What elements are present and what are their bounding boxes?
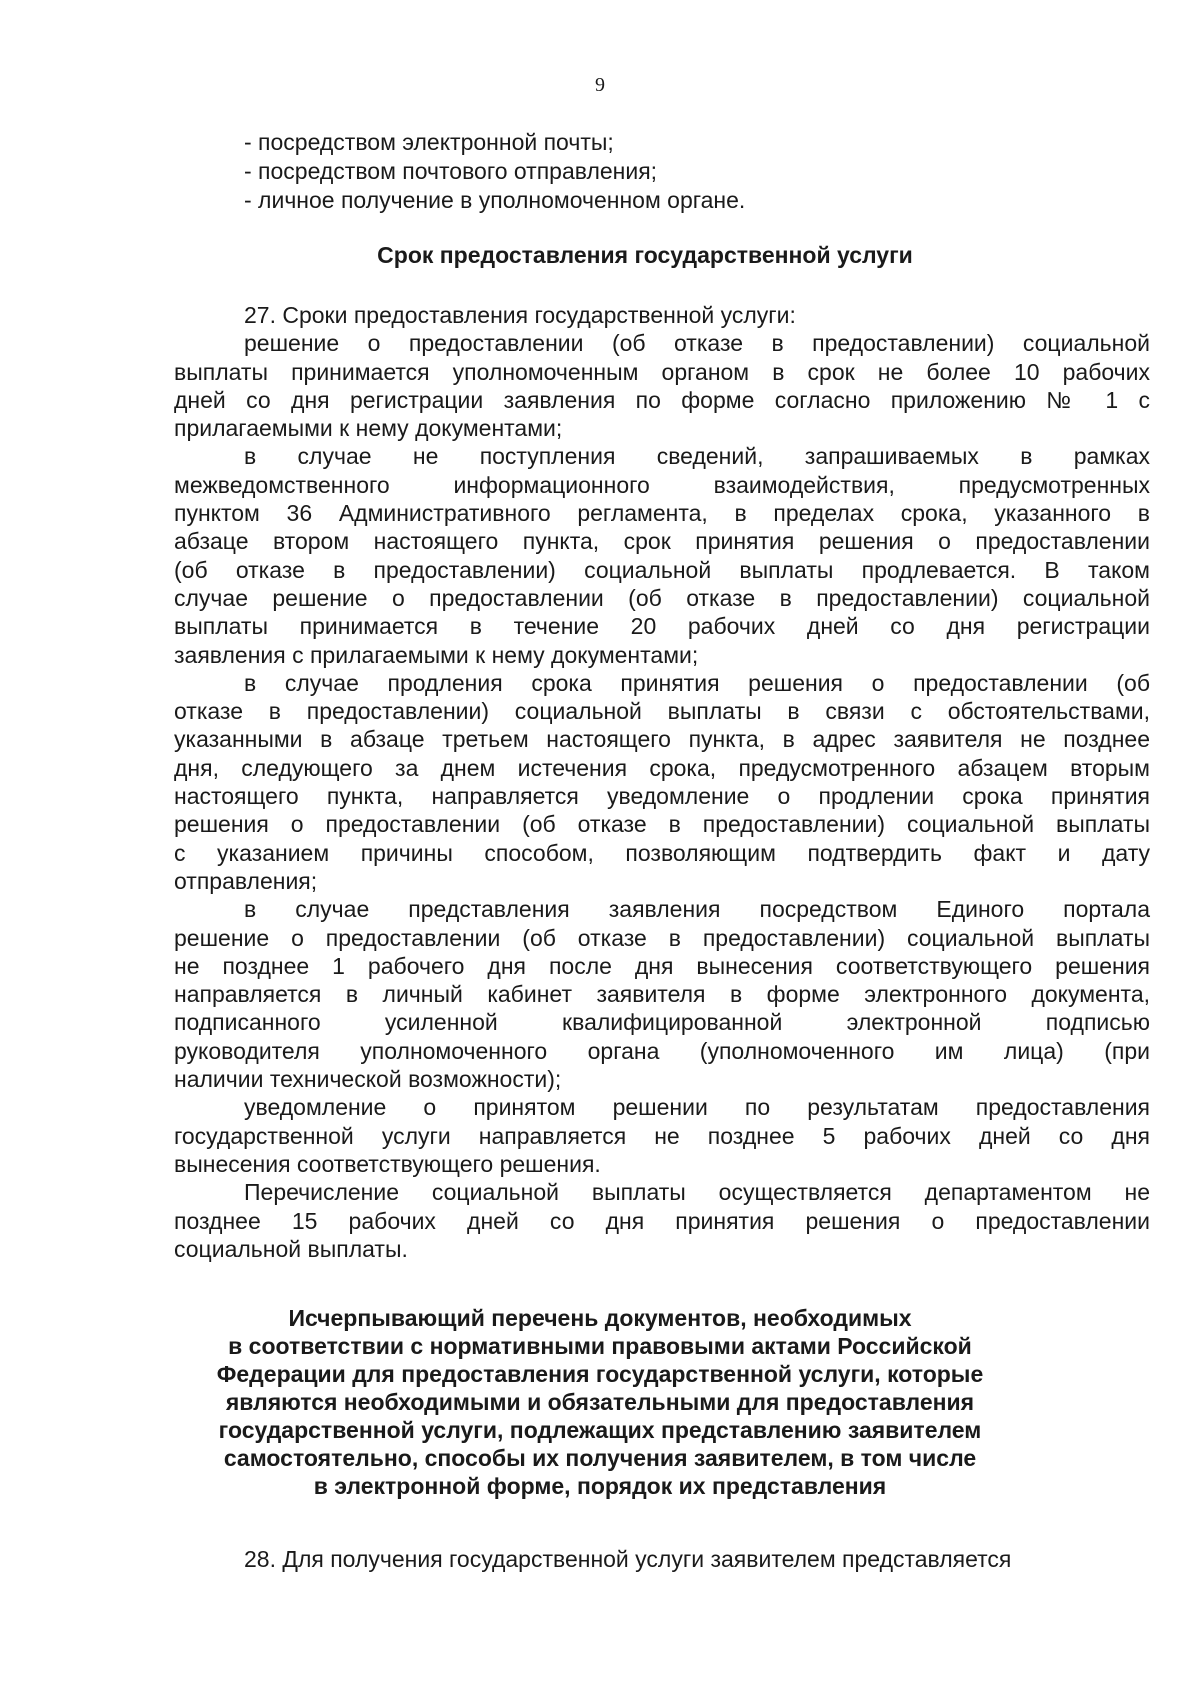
paragraph-line: указанными в абзаце третьем настоящего пункта, в адрес заявителя не позднее	[174, 726, 1150, 753]
paragraph-line: руководителя уполномоченного органа (уполномоченного им лица) (при	[174, 1037, 1150, 1064]
delivery-methods-list	[244, 128, 1144, 215]
section-body-term	[174, 301, 1150, 1263]
paragraph-line: решение о предоставлении (об отказе в предоставлении) социальной	[244, 330, 1150, 357]
paragraph-line: Перечисление социальной выплаты осуществляется департаментом не	[244, 1179, 1150, 1206]
paragraph-line: случае решение о предоставлении (об отказе в предоставлении) социальной	[174, 584, 1150, 611]
list-item: - личное получение в уполномоченном органе.	[244, 187, 746, 213]
heading-line: в соответствии с нормативными правовыми актами Российской	[228, 1333, 972, 1359]
heading-line: в электронной форме, порядок их представления	[313, 1473, 887, 1499]
paragraph-line: заявления с прилагаемыми к нему документами;	[174, 641, 699, 668]
list-item: - посредством почтового отправления;	[244, 158, 658, 184]
paragraph-line: с указанием причины способом, позволяющим подтвердить факт и дату	[174, 839, 1150, 866]
list-item: - посредством электронной почты;	[244, 129, 614, 155]
section-heading-term: Срок предоставления государственной услуги	[377, 242, 913, 268]
paragraph-line: в случае представления заявления посредством Единого портала	[244, 896, 1150, 923]
paragraph-line: 27. Сроки предоставления государственной услуги:	[244, 302, 796, 328]
paragraph-line: социальной выплаты.	[174, 1235, 408, 1262]
heading-line: Исчерпывающий перечень документов, необходимых	[288, 1305, 912, 1331]
paragraph-line: вынесения соответствующего решения.	[174, 1150, 601, 1177]
paragraph-line: уведомление о принятом решении по результатам предоставления	[244, 1094, 1150, 1121]
section-body-documents	[174, 1545, 1150, 1573]
paragraph-line: наличии технической возможности);	[174, 1066, 562, 1093]
paragraph-line: решения о предоставлении (об отказе в предоставлении) социальной выплаты	[174, 811, 1150, 838]
paragraph-line: выплаты принимается в течение 20 рабочих дней со дня регистрации	[174, 613, 1150, 640]
paragraph-line: отправления;	[174, 867, 318, 894]
paragraph-line: выплаты принимается уполномоченным органом в срок не более 10 рабочих	[174, 358, 1150, 385]
page-number: 9	[595, 74, 605, 96]
paragraph-line: государственной услуги направляется не позднее 5 рабочих дней со дня	[174, 1122, 1150, 1149]
paragraph-line: дня, следующего за днем истечения срока, предусмотренного абзацем вторым	[174, 754, 1150, 781]
paragraph-line: пунктом 36 Административного регламента, в пределах срока, указанного в	[174, 500, 1150, 527]
paragraph-line: в случае не поступления сведений, запрашиваемых в рамках	[244, 443, 1150, 470]
paragraph-line: прилагаемыми к нему документами;	[174, 415, 563, 442]
heading-line: самостоятельно, способы их получения заявителем, в том числе	[223, 1445, 977, 1471]
paragraph-line: направляется в личный кабинет заявителя в форме электронного документа,	[174, 981, 1150, 1008]
heading-line: являются необходимыми и обязательными для предоставления	[225, 1389, 975, 1415]
paragraph-line: настоящего пункта, направляется уведомление о продлении срока принятия	[174, 783, 1150, 810]
paragraph-line: межведомственного информационного взаимодействия, предусмотренных	[174, 471, 1150, 498]
paragraph-line: в случае продления срока принятия решения о предоставлении (об	[244, 669, 1150, 696]
heading-line: государственной услуги, подлежащих представлению заявителем	[218, 1417, 982, 1443]
paragraph-line: не позднее 1 рабочего дня после дня вынесения соответствующего решения	[174, 952, 1150, 979]
paragraph-line: (об отказе в предоставлении) социальной выплаты продлевается. В таком	[174, 556, 1150, 583]
paragraph-line: позднее 15 рабочих дней со дня принятия решения о предоставлении	[174, 1207, 1150, 1234]
paragraph-line: 28. Для получения государственной услуги заявителем представляется	[244, 1546, 1012, 1572]
paragraph-line: дней со дня регистрации заявления по форме согласно приложению № 1 с	[174, 386, 1150, 413]
section-heading-documents	[0, 1304, 1200, 1500]
paragraph-line: решение о предоставлении (об отказе в предоставлении) социальной выплаты	[174, 924, 1150, 951]
paragraph-line: абзаце втором настоящего пункта, срок принятия решения о предоставлении	[174, 528, 1150, 555]
heading-line: Федерации для предоставления государственной услуги, которые	[216, 1361, 984, 1387]
paragraph-line: подписанного усиленной квалифицированной электронной подписью	[174, 1009, 1150, 1036]
paragraph-line: отказе в предоставлении) социальной выплаты в связи с обстоятельствами,	[174, 698, 1150, 725]
